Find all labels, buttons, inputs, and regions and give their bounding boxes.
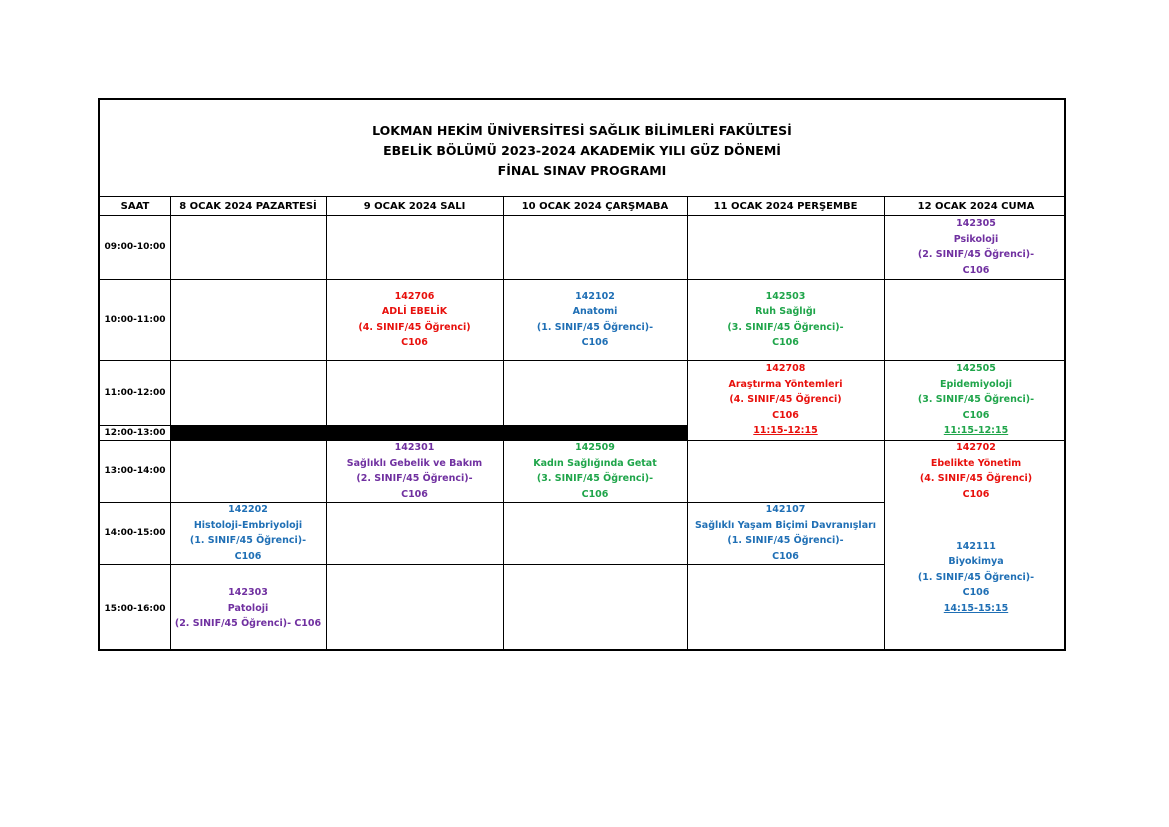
exam-code: 142305 xyxy=(956,218,996,229)
exam-code: 142111 xyxy=(956,540,996,552)
exam-code: 142706 xyxy=(394,290,435,302)
exam-class-info: (1. SINIF/45 Öğrenci)- xyxy=(917,571,1035,583)
exam-class-info: (2. SINIF/45 Öğrenci)- xyxy=(917,249,1035,260)
exam-course: Histoloji-Embriyoloji xyxy=(193,519,303,531)
title-line-3: FİNAL SINAV PROGRAMI xyxy=(497,163,667,178)
exam-class-info: (1. SINIF/45 Öğrenci)- xyxy=(727,535,844,546)
exam-class-info: (3. SINIF/45 Öğrenci)- xyxy=(536,473,654,484)
document-title xyxy=(100,100,1064,197)
header-saat: SAAT xyxy=(120,200,150,212)
exam-course: Biyokimya xyxy=(948,556,1004,568)
header-monday: 8 OCAK 2024 PAZARTESİ xyxy=(179,200,317,212)
header-thursday: 11 OCAK 2024 PERŞEMBE xyxy=(713,200,858,212)
exam-cell xyxy=(503,440,687,502)
exam-code: 142107 xyxy=(765,504,806,515)
exam-course: Ruh Sağlığı xyxy=(755,306,816,317)
exam-cell xyxy=(326,440,503,502)
title-line-1: LOKMAN HEKİM ÜNİVERSİTESİ SAĞLIK BİLİMLERİ FAKÜLTESİ xyxy=(372,123,792,138)
grid-line xyxy=(326,197,327,649)
exam-class-info: (3. SINIF/45 Öğrenci)- xyxy=(727,321,844,333)
exam-cell xyxy=(884,502,1068,653)
exam-course: Sağlıklı Yaşam Biçimi Davranışları xyxy=(694,519,877,531)
exam-class-info: (2. SINIF/45 Öğrenci)- xyxy=(356,473,473,484)
exam-room: C106 xyxy=(962,409,990,421)
lunch-break-bar xyxy=(170,425,687,440)
header-wednesday: 10 OCAK 2024 ÇARŞMABA xyxy=(521,200,669,212)
exam-code: 142102 xyxy=(575,290,615,302)
exam-cell xyxy=(884,215,1068,279)
exam-code: 142505 xyxy=(956,363,996,375)
exam-room: C106 xyxy=(234,550,262,562)
exam-cell xyxy=(170,564,326,653)
exam-class-info: (1. SINIF/45 Öğrenci)- xyxy=(189,535,307,546)
exam-cell xyxy=(884,360,1068,440)
exam-time: 11:15-12:15 xyxy=(753,425,818,437)
time-slot: 11:00-12:00 xyxy=(104,387,166,398)
exam-time: 11:15-12:15 xyxy=(943,425,1009,437)
time-slot: 14:00-15:00 xyxy=(104,528,166,538)
exam-time: 14:15-15:15 xyxy=(943,602,1009,614)
exam-room: C106 xyxy=(581,488,609,500)
exam-schedule-table xyxy=(98,98,1066,651)
exam-course: Anatomi xyxy=(572,306,618,317)
time-slot: 15:00-16:00 xyxy=(104,603,166,614)
exam-course: ADLİ EBELİK xyxy=(381,306,448,317)
exam-course: Psikoloji xyxy=(953,233,999,245)
exam-cell xyxy=(170,502,326,564)
exam-room: C106 xyxy=(772,550,799,562)
exam-course: Kadın Sağlığında Getat xyxy=(533,457,657,469)
exam-class-info: (3. SINIF/45 Öğrenci)- xyxy=(917,394,1035,406)
exam-room: C106 xyxy=(772,337,799,348)
exam-cell xyxy=(687,502,884,564)
exam-cell xyxy=(687,279,884,360)
exam-code: 142301 xyxy=(394,442,435,453)
exam-class-info: (2. SINIF/45 Öğrenci)- C106 xyxy=(174,618,322,630)
exam-course: Araştırma Yöntemleri xyxy=(728,378,843,390)
exam-course: Sağlıklı Gebelik ve Bakım xyxy=(346,457,483,469)
title-line-2: EBELİK BÖLÜMÜ 2023-2024 AKADEMİK YILI GÜZ DÖNEMİ xyxy=(383,143,781,158)
exam-course: Patoloji xyxy=(227,602,269,614)
exam-room: C106 xyxy=(401,488,428,500)
grid-line xyxy=(503,197,504,649)
exam-room: C106 xyxy=(401,337,428,348)
exam-cell xyxy=(503,279,687,360)
exam-cell xyxy=(687,360,884,440)
exam-room: C106 xyxy=(962,264,990,276)
exam-code: 142702 xyxy=(956,442,996,453)
exam-room: C106 xyxy=(772,409,799,421)
exam-course: Epidemiyoloji xyxy=(940,378,1012,390)
exam-course: Ebelikte Yönetim xyxy=(930,457,1022,469)
exam-cell xyxy=(884,440,1068,502)
time-slot: 10:00-11:00 xyxy=(104,314,166,325)
time-slot: 13:00-14:00 xyxy=(104,466,166,476)
exam-room: C106 xyxy=(581,337,609,348)
header-friday: 12 OCAK 2024 CUMA xyxy=(917,200,1035,212)
exam-room: C106 xyxy=(962,488,990,500)
exam-code: 142503 xyxy=(765,290,806,302)
time-slot: 12:00-13:00 xyxy=(104,427,166,438)
header-tuesday: 9 OCAK 2024 SALI xyxy=(363,200,466,212)
exam-code: 142202 xyxy=(228,504,268,515)
exam-code: 142303 xyxy=(228,587,268,599)
exam-code: 142708 xyxy=(765,363,806,375)
exam-code: 142509 xyxy=(575,442,615,453)
exam-class-info: (4. SINIF/45 Öğrenci) xyxy=(358,321,471,333)
exam-class-info: (4. SINIF/45 Öğrenci) xyxy=(729,394,842,406)
exam-class-info: (4. SINIF/45 Öğrenci) xyxy=(919,473,1033,484)
time-slot: 09:00-10:00 xyxy=(104,242,166,252)
exam-class-info: (1. SINIF/45 Öğrenci)- xyxy=(536,321,654,333)
exam-cell xyxy=(326,279,503,360)
exam-room: C106 xyxy=(962,587,990,599)
